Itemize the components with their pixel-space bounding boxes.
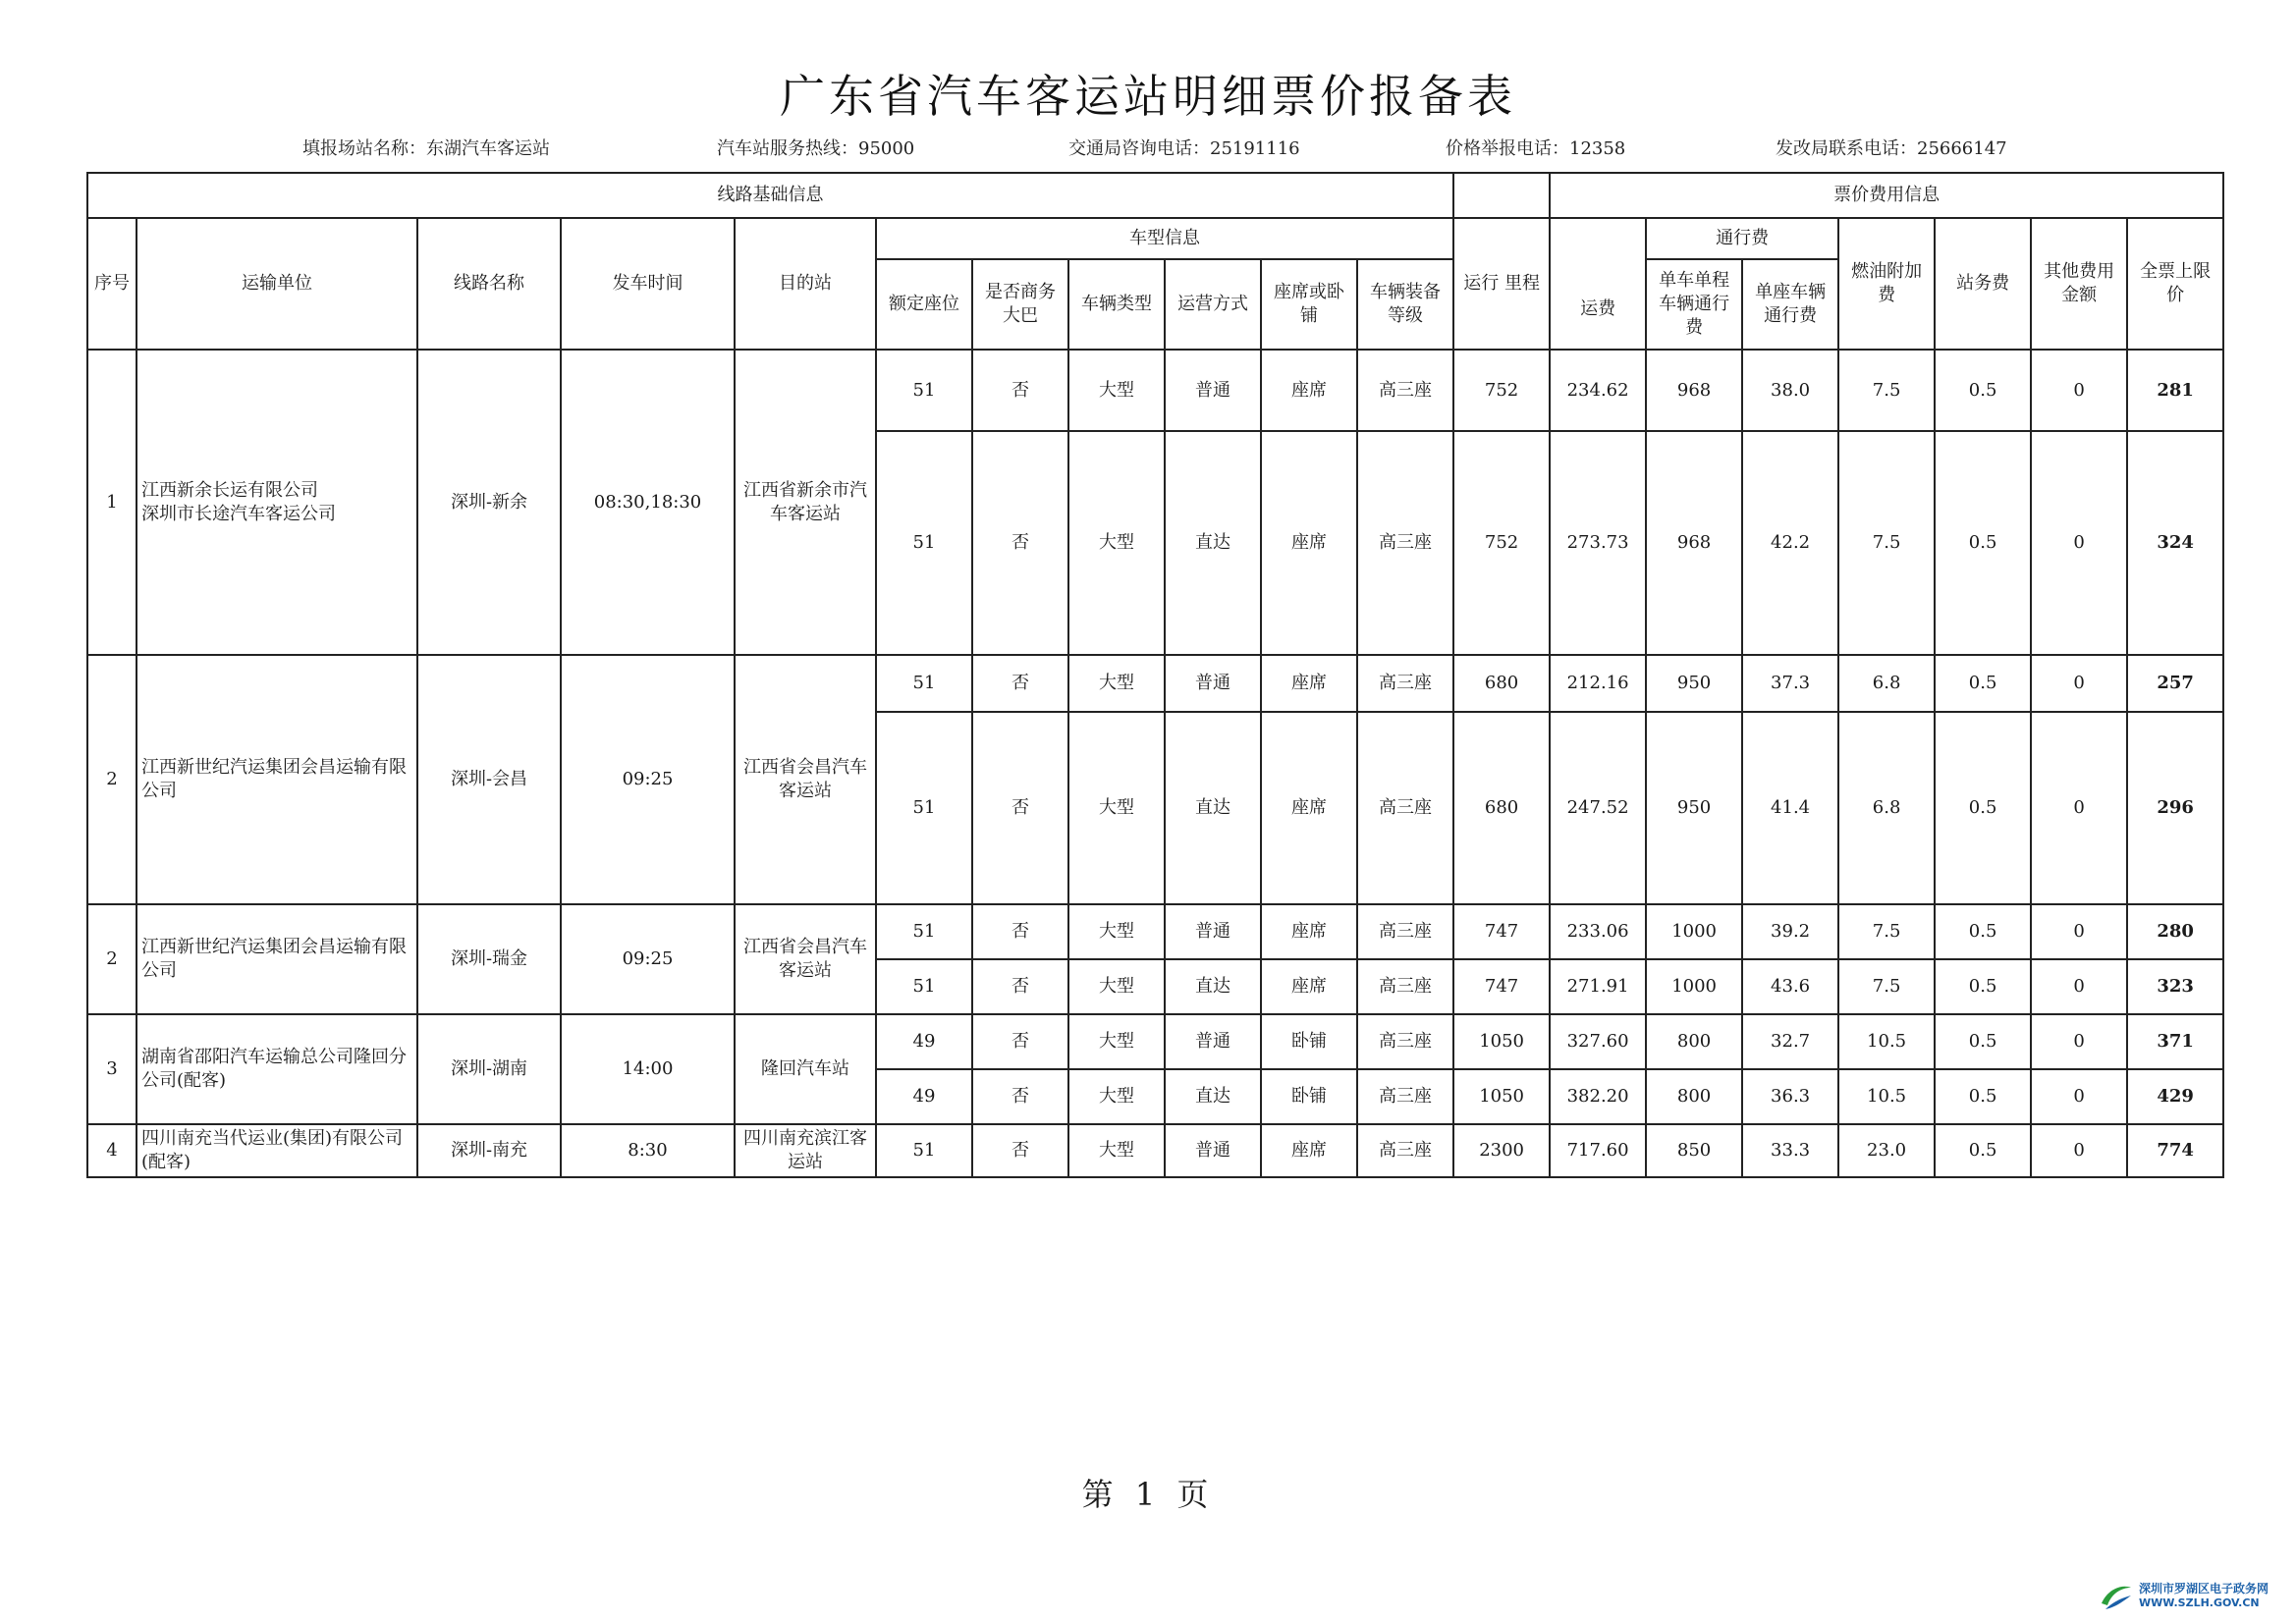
route-name-cell: 深圳-南充 [417, 1124, 561, 1177]
seats-cell: 51 [876, 712, 972, 904]
single-toll-cell: 800 [1646, 1069, 1742, 1124]
max-price-cell: 296 [2127, 712, 2223, 904]
vehicle-info-header: 车型信息 [876, 218, 1453, 259]
vehicle-type-cell: 大型 [1068, 904, 1165, 959]
blank-header [1453, 173, 1550, 218]
distance-cell: 2300 [1453, 1124, 1550, 1177]
col-equip-grade: 车辆装备等级 [1357, 259, 1453, 350]
station-name: 填报场站名称：东湖汽车客运站 [302, 138, 550, 159]
station-fee-cell: 0.5 [1935, 1014, 2031, 1069]
site-logo [2100, 1576, 2296, 1619]
col-distance: 运行 里程 [1453, 218, 1550, 350]
route-name-cell: 深圳-会昌 [417, 655, 561, 904]
operation-cell: 普通 [1165, 655, 1261, 712]
distance-cell: 752 [1453, 431, 1550, 655]
seat-or-berth-cell: 卧铺 [1261, 1069, 1357, 1124]
seat-or-berth-cell: 座席 [1261, 1124, 1357, 1177]
fare-cell: 247.52 [1550, 712, 1646, 904]
table-row [87, 1014, 2223, 1069]
seat-toll-cell: 37.3 [1742, 655, 1838, 712]
seats-cell: 49 [876, 1069, 972, 1124]
business-cell: 否 [972, 431, 1068, 655]
business-cell: 否 [972, 1124, 1068, 1177]
col-fare: 运费 [1550, 218, 1646, 350]
operation-cell: 直达 [1165, 431, 1261, 655]
station-fee-cell: 0.5 [1935, 655, 2031, 712]
distance-cell: 747 [1453, 959, 1550, 1014]
fuel-cell: 23.0 [1838, 1124, 1935, 1177]
table-row [87, 904, 2223, 959]
single-toll-cell: 950 [1646, 655, 1742, 712]
operation-cell: 普通 [1165, 904, 1261, 959]
seat-or-berth-cell: 座席 [1261, 959, 1357, 1014]
operation-cell: 直达 [1165, 959, 1261, 1014]
toll-header: 通行费 [1646, 218, 1838, 259]
seat-toll-cell: 36.3 [1742, 1069, 1838, 1124]
vehicle-type-cell: 大型 [1068, 350, 1165, 431]
max-price-cell: 371 [2127, 1014, 2223, 1069]
route-name-cell: 深圳-湖南 [417, 1014, 561, 1124]
fare-cell: 271.91 [1550, 959, 1646, 1014]
route-name-cell: 深圳-新余 [417, 350, 561, 655]
seat-or-berth-cell: 座席 [1261, 904, 1357, 959]
fuel-cell: 6.8 [1838, 655, 1935, 712]
max-price-cell: 324 [2127, 431, 2223, 655]
operation-cell: 直达 [1165, 712, 1261, 904]
table-row [87, 655, 2223, 712]
seq-cell: 3 [87, 1014, 137, 1124]
distance-cell: 1050 [1453, 1069, 1550, 1124]
seat-toll-cell: 38.0 [1742, 350, 1838, 431]
destination-cell: 隆回汽车站 [735, 1014, 876, 1124]
vehicle-type-cell: 大型 [1068, 1014, 1165, 1069]
operation-cell: 普通 [1165, 1124, 1261, 1177]
single-toll-cell: 950 [1646, 712, 1742, 904]
depart-time-cell: 14:00 [561, 1014, 735, 1124]
carrier-cell: 湖南省邵阳汽车运输总公司隆回分公司(配客) [137, 1014, 417, 1124]
route-name-cell: 深圳-瑞金 [417, 904, 561, 1014]
operation-cell: 直达 [1165, 1069, 1261, 1124]
vehicle-type-cell: 大型 [1068, 959, 1165, 1014]
seat-or-berth-cell: 座席 [1261, 350, 1357, 431]
station-fee-cell: 0.5 [1935, 959, 2031, 1014]
fare-cell: 327.60 [1550, 1014, 1646, 1069]
seq-cell: 2 [87, 655, 137, 904]
equip-grade-cell: 高三座 [1357, 959, 1453, 1014]
logo-name: 深圳市罗湖区电子政务网 [2139, 1582, 2269, 1596]
col-station-fee: 站务费 [1935, 218, 2031, 350]
col-operation: 运营方式 [1165, 259, 1261, 350]
logo-swoosh-icon [2100, 1582, 2133, 1611]
seat-toll-cell: 41.4 [1742, 712, 1838, 904]
seats-cell: 51 [876, 959, 972, 1014]
table-row [87, 350, 2223, 431]
seats-cell: 51 [876, 655, 972, 712]
carrier-cell: 四川南充当代运业(集团)有限公司(配客) [137, 1124, 417, 1177]
col-seat-or-berth: 座席或卧铺 [1261, 259, 1357, 350]
seats-cell: 51 [876, 1124, 972, 1177]
seats-cell: 51 [876, 350, 972, 431]
page-title: 广东省汽车客运站明细票价报备表 [780, 70, 1516, 123]
distance-cell: 680 [1453, 655, 1550, 712]
seat-toll-cell: 33.3 [1742, 1124, 1838, 1177]
station-fee-cell: 0.5 [1935, 350, 2031, 431]
other-fee-cell: 0 [2031, 712, 2127, 904]
single-toll-cell: 968 [1646, 350, 1742, 431]
seat-toll-cell: 32.7 [1742, 1014, 1838, 1069]
fare-cell: 382.20 [1550, 1069, 1646, 1124]
seats-cell: 51 [876, 904, 972, 959]
seat-toll-cell: 39.2 [1742, 904, 1838, 959]
equip-grade-cell: 高三座 [1357, 1014, 1453, 1069]
destination-cell: 江西省会昌汽车客运站 [735, 655, 876, 904]
business-cell: 否 [972, 959, 1068, 1014]
fuel-cell: 10.5 [1838, 1069, 1935, 1124]
vehicle-type-cell: 大型 [1068, 1069, 1165, 1124]
col-vehicle-type: 车辆类型 [1068, 259, 1165, 350]
depart-time-cell: 09:25 [561, 655, 735, 904]
col-max-price: 全票上限价 [2127, 218, 2223, 350]
depart-time-cell: 08:30,18:30 [561, 350, 735, 655]
other-fee-cell: 0 [2031, 959, 2127, 1014]
col-seat-toll: 单座车辆通行费 [1742, 259, 1838, 350]
business-cell: 否 [972, 904, 1068, 959]
fuel-cell: 7.5 [1838, 904, 1935, 959]
carrier-cell: 江西新余长运有限公司 深圳市长途汽车客运公司 [137, 350, 417, 655]
fuel-cell: 7.5 [1838, 350, 1935, 431]
station-fee-cell: 0.5 [1935, 712, 2031, 904]
seat-or-berth-cell: 座席 [1261, 712, 1357, 904]
vehicle-type-cell: 大型 [1068, 431, 1165, 655]
vehicle-type-cell: 大型 [1068, 712, 1165, 904]
seats-cell: 51 [876, 431, 972, 655]
seq-cell: 1 [87, 350, 137, 655]
fuel-cell: 7.5 [1838, 431, 1935, 655]
col-depart-time: 发车时间 [561, 218, 735, 350]
vehicle-type-cell: 大型 [1068, 655, 1165, 712]
table-row [87, 1124, 2223, 1177]
fare-table [86, 172, 2224, 1178]
distance-cell: 680 [1453, 712, 1550, 904]
destination-cell: 江西省新余市汽车客运站 [735, 350, 876, 655]
equip-grade-cell: 高三座 [1357, 350, 1453, 431]
max-price-cell: 281 [2127, 350, 2223, 431]
max-price-cell: 280 [2127, 904, 2223, 959]
single-toll-cell: 850 [1646, 1124, 1742, 1177]
depart-time-cell: 09:25 [561, 904, 735, 1014]
route-info-header: 线路基础信息 [87, 173, 1453, 218]
max-price-cell: 429 [2127, 1069, 2223, 1124]
max-price-cell: 323 [2127, 959, 2223, 1014]
seat-toll-cell: 42.2 [1742, 431, 1838, 655]
station-fee-cell: 0.5 [1935, 1069, 2031, 1124]
fare-cell: 234.62 [1550, 350, 1646, 431]
distance-cell: 752 [1453, 350, 1550, 431]
seat-toll-cell: 43.6 [1742, 959, 1838, 1014]
carrier-cell: 江西新世纪汽运集团会昌运输有限公司 [137, 904, 417, 1014]
col-seq: 序号 [87, 218, 137, 350]
max-price-cell: 774 [2127, 1124, 2223, 1177]
station-fee-cell: 0.5 [1935, 904, 2031, 959]
other-fee-cell: 0 [2031, 350, 2127, 431]
col-other-fee: 其他费用金额 [2031, 218, 2127, 350]
station-fee-cell: 0.5 [1935, 1124, 2031, 1177]
fuel-cell: 6.8 [1838, 712, 1935, 904]
equip-grade-cell: 高三座 [1357, 1124, 1453, 1177]
col-carrier: 运输单位 [137, 218, 417, 350]
fare-info-header: 票价费用信息 [1550, 173, 2223, 218]
seats-cell: 49 [876, 1014, 972, 1069]
other-fee-cell: 0 [2031, 904, 2127, 959]
other-fee-cell: 0 [2031, 1014, 2127, 1069]
fare-cell: 212.16 [1550, 655, 1646, 712]
fare-cell: 273.73 [1550, 431, 1646, 655]
other-fee-cell: 0 [2031, 1124, 2127, 1177]
seq-cell: 2 [87, 904, 137, 1014]
depart-time-cell: 8:30 [561, 1124, 735, 1177]
price-report-phone: 价格举报电话：12358 [1446, 138, 1626, 159]
col-destination: 目的站 [735, 218, 876, 350]
other-fee-cell: 0 [2031, 1069, 2127, 1124]
equip-grade-cell: 高三座 [1357, 1069, 1453, 1124]
distance-cell: 747 [1453, 904, 1550, 959]
transport-phone: 交通局咨询电话：25191116 [1068, 138, 1300, 159]
business-cell: 否 [972, 712, 1068, 904]
col-single-toll: 单车单程车辆通行费 [1646, 259, 1742, 350]
logo-url: WWW.SZLH.GOV.CN [2139, 1596, 2260, 1609]
seat-or-berth-cell: 座席 [1261, 431, 1357, 655]
equip-grade-cell: 高三座 [1357, 655, 1453, 712]
col-business: 是否商务大巴 [972, 259, 1068, 350]
destination-cell: 四川南充滨江客运站 [735, 1124, 876, 1177]
fare-cell: 717.60 [1550, 1124, 1646, 1177]
equip-grade-cell: 高三座 [1357, 904, 1453, 959]
single-toll-cell: 1000 [1646, 959, 1742, 1014]
business-cell: 否 [972, 655, 1068, 712]
seat-or-berth-cell: 座席 [1261, 655, 1357, 712]
other-fee-cell: 0 [2031, 431, 2127, 655]
operation-cell: 普通 [1165, 1014, 1261, 1069]
reform-bureau-phone: 发改局联系电话：25666147 [1776, 138, 2007, 159]
col-fuel: 燃油附加费 [1838, 218, 1935, 350]
service-hotline: 汽车站服务热线：95000 [717, 138, 915, 159]
destination-cell: 江西省会昌汽车客运站 [735, 904, 876, 1014]
fuel-cell: 10.5 [1838, 1014, 1935, 1069]
col-seats: 额定座位 [876, 259, 972, 350]
carrier-cell: 江西新世纪汽运集团会昌运输有限公司 [137, 655, 417, 904]
equip-grade-cell: 高三座 [1357, 712, 1453, 904]
operation-cell: 普通 [1165, 350, 1261, 431]
fuel-cell: 7.5 [1838, 959, 1935, 1014]
business-cell: 否 [972, 1069, 1068, 1124]
equip-grade-cell: 高三座 [1357, 431, 1453, 655]
fare-table-body [87, 350, 2223, 1177]
business-cell: 否 [972, 1014, 1068, 1069]
col-route-name: 线路名称 [417, 218, 561, 350]
fare-cell: 233.06 [1550, 904, 1646, 959]
seat-or-berth-cell: 卧铺 [1261, 1014, 1357, 1069]
station-fee-cell: 0.5 [1935, 431, 2031, 655]
seq-cell: 4 [87, 1124, 137, 1177]
distance-cell: 1050 [1453, 1014, 1550, 1069]
business-cell: 否 [972, 350, 1068, 431]
single-toll-cell: 1000 [1646, 904, 1742, 959]
vehicle-type-cell: 大型 [1068, 1124, 1165, 1177]
other-fee-cell: 0 [2031, 655, 2127, 712]
page-number: 第 1 页 [1081, 1476, 1215, 1513]
single-toll-cell: 800 [1646, 1014, 1742, 1069]
single-toll-cell: 968 [1646, 431, 1742, 655]
max-price-cell: 257 [2127, 655, 2223, 712]
